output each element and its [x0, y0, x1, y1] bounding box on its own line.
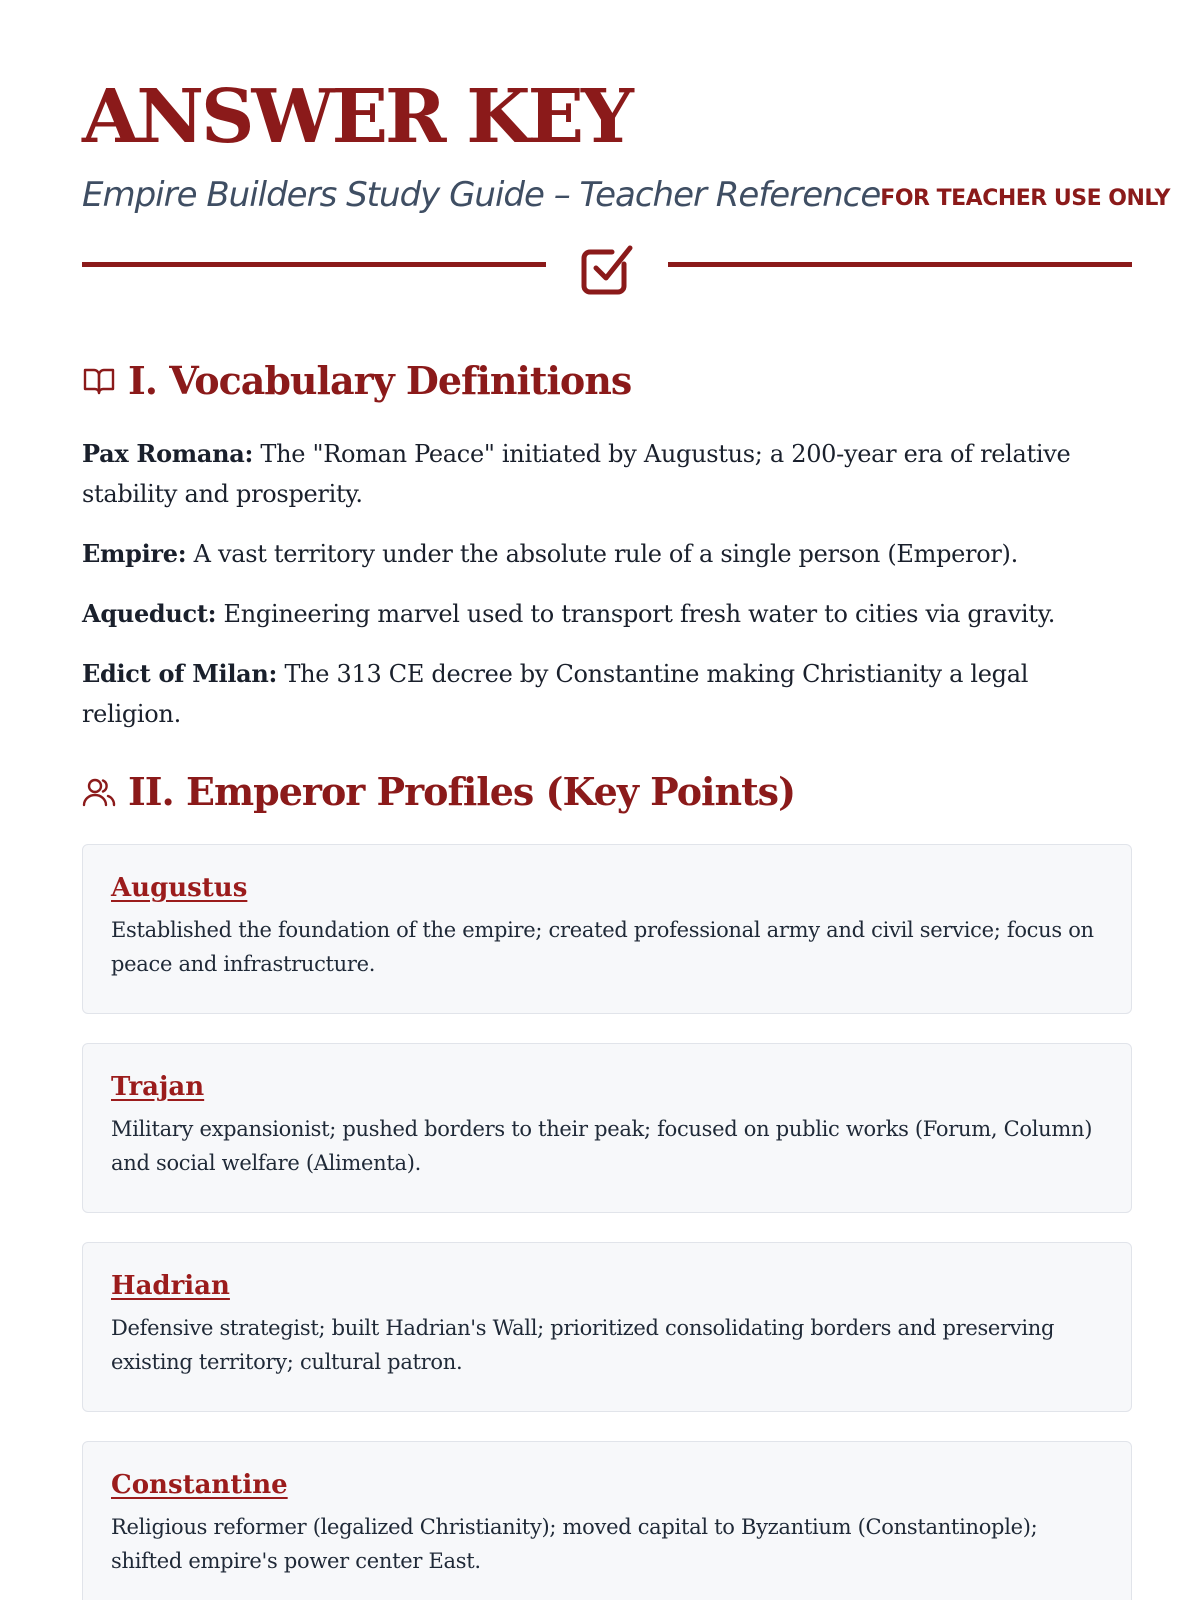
emperor-name-link[interactable]: Trajan — [111, 1072, 205, 1102]
emperor-card-hadrian — [82, 1242, 1132, 1412]
emperor-card-trajan — [82, 1043, 1132, 1213]
vocab-item — [82, 594, 1132, 634]
open-book-icon — [82, 364, 116, 398]
vocabulary-list — [82, 434, 1132, 754]
vocabulary-heading-text: I. Vocabulary Definitions — [128, 358, 632, 403]
emperor-description: Defensive strategist; built Hadrian's Wall; prioritized consolidating borders and preserving existing territory; cultural patron. — [111, 1316, 1055, 1374]
checkbox-check-icon — [576, 240, 638, 300]
emperor-name-link[interactable]: Augustus — [111, 873, 248, 903]
vocabulary-heading — [82, 358, 632, 403]
emperor-description: Military expansionist; pushed borders to their peak; focused on public works (Forum, Column) and social welfare (Alimenta). — [111, 1117, 1093, 1175]
emperor-card-list — [82, 844, 1132, 1600]
emperor-profiles-heading-text: II. Emperor Profiles (Key Points) — [128, 769, 796, 814]
subtitle-row — [82, 175, 1170, 215]
users-icon — [82, 775, 116, 809]
emperor-name-link[interactable]: Constantine — [111, 1470, 288, 1500]
vocab-term: Edict of Milan: — [82, 659, 278, 688]
vocab-definition: The "Roman Peace" initiated by Augustus; a 200-year era of relative stability and prosperity. — [82, 440, 1071, 508]
emperor-name-link[interactable]: Hadrian — [111, 1271, 230, 1301]
emperor-description: Established the foundation of the empire; created professional army and civil service; focus on peace and infrastructure. — [111, 918, 1094, 976]
teacher-use-label: FOR TEACHER USE ONLY — [880, 186, 1170, 211]
vocab-term: Empire: — [82, 539, 187, 568]
vocab-item — [82, 434, 1132, 514]
page-subtitle: Empire Builders Study Guide – Teacher Reference — [82, 175, 881, 215]
emperor-description: Religious reformer (legalized Christianity); moved capital to Byzantium (Constantinople); shifted empire's power center East. — [111, 1515, 1038, 1573]
vocab-term: Pax Romana: — [82, 439, 254, 468]
vocab-definition: Engineering marvel used to transport fresh water to cities via gravity. — [216, 600, 1056, 628]
vocab-item — [82, 534, 1132, 574]
emperor-profiles-heading — [82, 769, 796, 814]
page-title: ANSWER KEY — [82, 74, 631, 160]
header-divider-right — [668, 262, 1132, 267]
emperor-card-augustus — [82, 844, 1132, 1014]
emperor-card-constantine — [82, 1441, 1132, 1600]
vocab-definition: A vast territory under the absolute rule of a single person (Emperor). — [186, 540, 1018, 568]
vocab-definition: The 313 CE decree by Constantine making Christianity a legal religion. — [82, 660, 1029, 728]
vocab-term: Aqueduct: — [82, 599, 217, 628]
header-divider-left — [82, 262, 546, 267]
vocab-item — [82, 654, 1132, 734]
